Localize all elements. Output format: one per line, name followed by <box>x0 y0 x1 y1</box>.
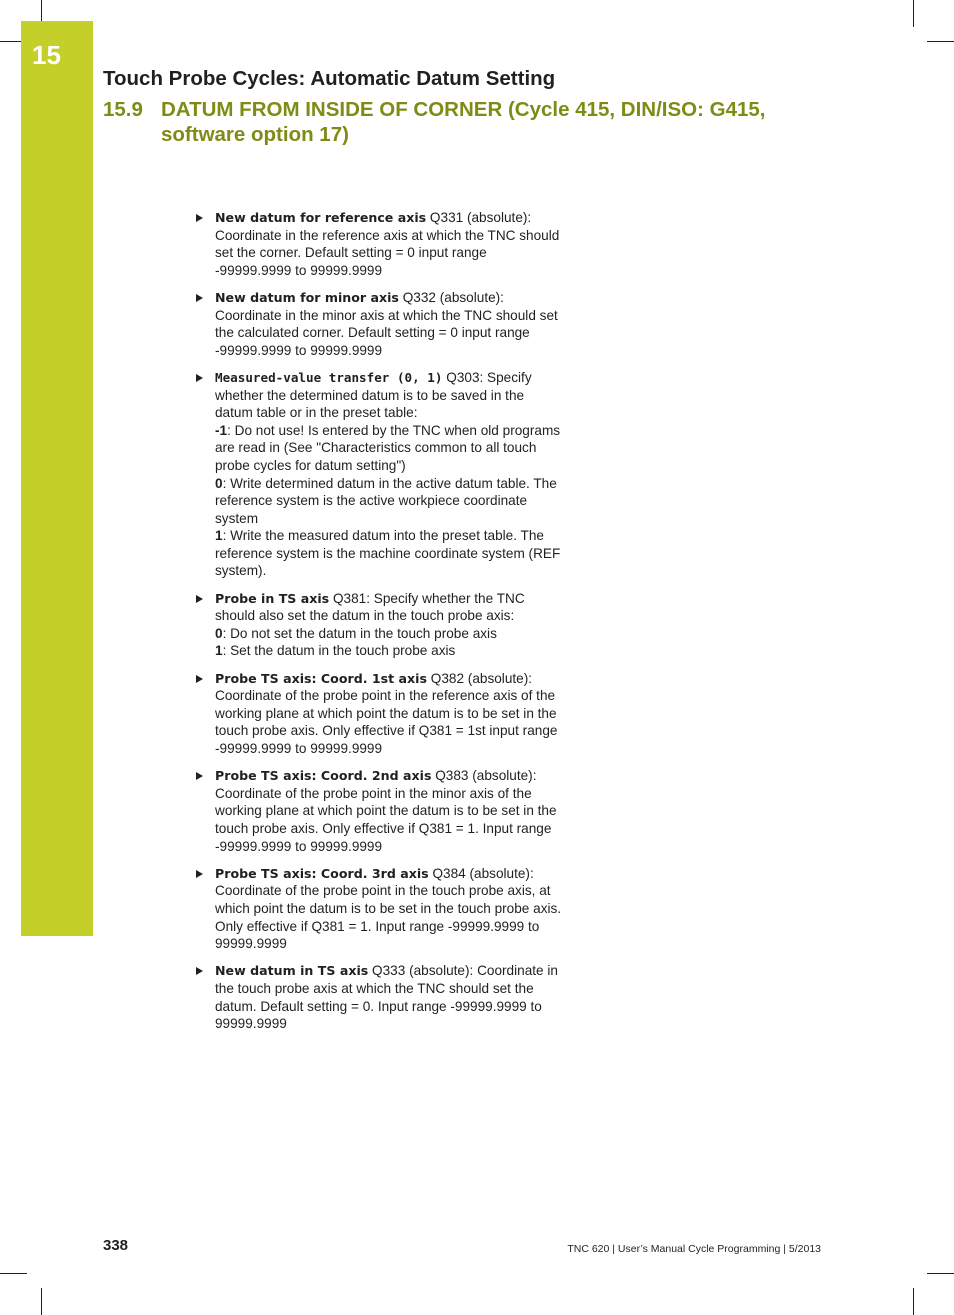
chapter-bar <box>21 21 93 936</box>
triangle-bullet-icon <box>196 595 203 603</box>
crop-mark <box>913 0 914 27</box>
parameter-description: Coordinate of the probe point in the touch probe axis, at which point the datum is to be set in the touch probe axis. Only effective if Q381 = 1. Input range -99999.9999 to 99999.9999 <box>215 883 562 952</box>
parameter-item <box>194 590 564 660</box>
parameter-name: New datum for reference axis <box>215 210 427 225</box>
parameter-name: Probe TS axis: Coord. 2nd axis <box>215 768 432 784</box>
option-line <box>215 625 564 643</box>
parameter-item <box>194 670 564 758</box>
option-text: : Write determined datum in the active datum table. The reference system is the active workpiece coordinate system <box>215 475 557 526</box>
parameter-code: Q333 (absolute): <box>368 963 474 979</box>
option-line <box>215 422 564 475</box>
parameter-code: Q382 (absolute): <box>426 670 533 686</box>
parameter-code: Q303: <box>442 369 484 385</box>
parameter-description: Specify whether the TNC should also set the datum in the touch probe axis: <box>215 590 525 624</box>
parameter-item <box>194 289 564 359</box>
parameter-description: Coordinate in the minor axis at which the TNC should set the calculated corner. Default setting = 0 input range -99999.9999 to 99999.9999 <box>215 307 558 358</box>
triangle-bullet-icon <box>196 675 203 683</box>
option-value: -1 <box>215 422 228 438</box>
crop-mark <box>927 1273 954 1274</box>
option-text: : Set the datum in the touch probe axis <box>222 643 456 659</box>
option-value: 0 <box>215 475 223 491</box>
parameter-name: Measured-value transfer (0, 1) <box>215 369 443 385</box>
parameter-code: Q384 (absolute): <box>428 865 534 881</box>
parameter-name: New datum in TS axis <box>215 963 369 979</box>
parameter-description: Coordinate of the probe point in the reference axis of the working plane at which point the datum is to be set in the touch probe axis. Only effective if Q381 = 1st input range -99999.9999 to 99999.9999 <box>215 688 558 756</box>
footer-text: TNC 620 | User’s Manual Cycle Programming | 5/2013 <box>567 1243 821 1255</box>
parameter-list <box>194 209 564 1042</box>
parameter-name: Probe TS axis: Coord. 1st axis <box>215 670 427 686</box>
parameter-code: Q383 (absolute): <box>431 768 537 784</box>
section-title: DATUM FROM INSIDE OF CORNER (Cycle 415, DIN/ISO: G415, software option 17) <box>161 98 766 146</box>
parameter-item <box>194 865 564 953</box>
option-value: 1 <box>215 528 223 544</box>
section-number: 15.9 <box>103 98 143 121</box>
parameter-code: Q332 (absolute): <box>398 289 504 305</box>
triangle-bullet-icon <box>196 374 203 382</box>
parameter-name: Probe TS axis: Coord. 3rd axis <box>215 865 429 881</box>
option-line <box>215 642 564 660</box>
triangle-bullet-icon <box>196 772 203 780</box>
option-value: 1 <box>215 643 223 659</box>
option-value: 0 <box>215 625 223 641</box>
crop-mark <box>913 1288 914 1315</box>
parameter-description: Specify whether the determined datum is to be saved in the datum table or in the preset table: <box>215 369 532 421</box>
triangle-bullet-icon <box>196 214 203 222</box>
parameter-description: Coordinate in the reference axis at which the TNC should set the corner. Default setting = 0 input range -99999.9999 to 99999.9999 <box>215 227 560 278</box>
option-text: : Write the measured datum into the preset table. The reference system is the machine coordinate system (REF system). <box>215 528 561 579</box>
parameter-item <box>194 767 564 855</box>
parameter-item <box>194 962 564 1032</box>
parameter-name: New datum for minor axis <box>215 289 399 305</box>
parameter-name: Probe in TS axis <box>215 590 330 606</box>
option-line <box>215 527 564 580</box>
parameter-item <box>194 209 564 279</box>
triangle-bullet-icon <box>196 870 203 878</box>
crop-mark <box>927 41 954 42</box>
parameter-code: Q381: <box>329 590 370 606</box>
triangle-bullet-icon <box>196 294 203 302</box>
chapter-number: 15 <box>32 40 61 70</box>
option-line <box>215 475 564 528</box>
parameter-code: Q331 (absolute): <box>426 210 532 225</box>
triangle-bullet-icon <box>196 967 203 975</box>
parameter-description: Coordinate of the probe point in the minor axis of the working plane at which point the datum is to be set in the touch probe axis. Only effective if Q381 = 1. Input range -99999.9999 to 99999.9999 <box>215 785 557 854</box>
option-text: : Do not use! Is entered by the TNC when old programs are read in (See "Characteristics common to all touch probe cycles for datum setting") <box>215 422 561 473</box>
chapter-title: Touch Probe Cycles: Automatic Datum Setting <box>103 67 556 90</box>
crop-mark <box>0 1273 27 1274</box>
parameter-description: Coordinate in the touch probe axis at which the TNC should set the datum. Default setting = 0. Input range -99999.9999 to 99999.9999 <box>215 963 558 1032</box>
parameter-item <box>194 369 564 580</box>
crop-mark <box>41 1288 42 1315</box>
option-text: : Do not set the datum in the touch probe axis <box>222 625 497 641</box>
page-number: 338 <box>103 1237 129 1254</box>
